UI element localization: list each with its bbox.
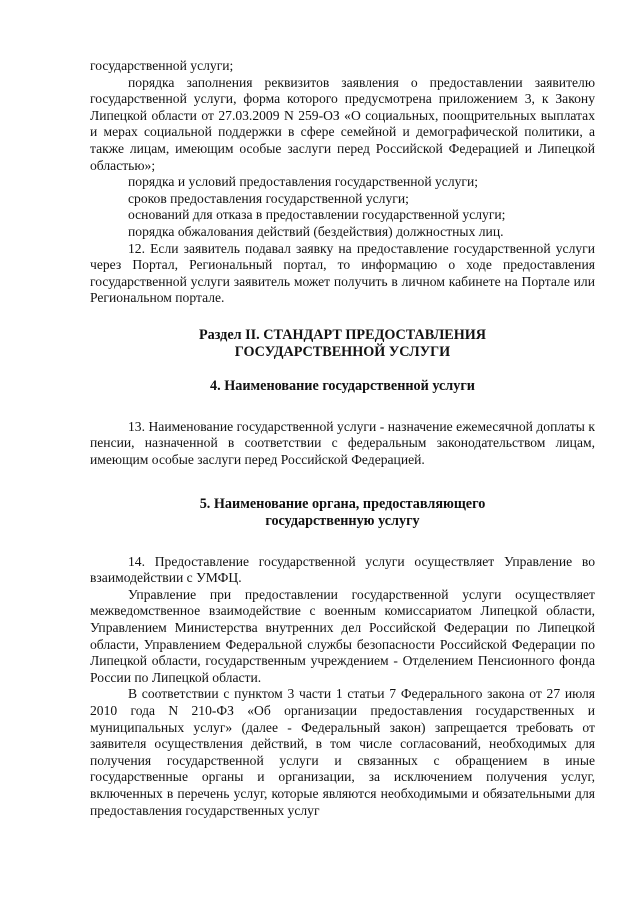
text-paragraph: В соответствии с пунктом 3 части 1 статьи 7 Федерального закона от 27 июля 2010 года N 210-ФЗ «Об организации предоставления государственных и муниципальных услуг» (далее - Федеральный закон) запрещается требовать от заявителя осуществления действий, в том числе согласований, необходимых для получения государственной услуги и связанных с обращением в иные государственные органы и организации, за исключением получения услуг, включенных в перечень услуг, которые являются необходимыми и обязательными для предоставления государственных услуг bbox=[90, 686, 595, 818]
subsection-title-line: государственную услугу bbox=[265, 513, 420, 530]
section-title-line: Раздел II. СТАНДАРТ ПРЕДОСТАВЛЕНИЯ bbox=[198, 326, 487, 343]
text-paragraph: порядка и условий предоставления государственной услуги; bbox=[128, 174, 479, 190]
document-page bbox=[90, 58, 595, 819]
text-paragraph: 14. Предоставление государственной услуги осуществляет Управление во взаимодействии с УМФЦ. bbox=[90, 553, 595, 586]
text-paragraph: порядка обжалования действий (бездействия) должностных лиц. bbox=[128, 223, 504, 239]
subsection-heading bbox=[90, 496, 595, 529]
text-paragraph: 12. Если заявитель подавал заявку на предоставление государственной услуги через Портал, Региональный портал, то информацию о ходе предоставления государственной услуги заявитель может получить в личном кабинете на Портале или Региональном портале. bbox=[90, 240, 595, 306]
text-paragraph: государственной услуги; bbox=[90, 58, 234, 73]
text-paragraph: порядка заполнения реквизитов заявления о предоставлении заявителю государственной услуги, форма которого предусмотрена приложением 3, к Закону Липецкой области от 27.03.2009 N 259-ОЗ «О социальных, поощрительных выплатах и мерах социальной поддержки в сфере семейной и демографической политики, а также лицам, имеющим особые заслуги перед Российской Федерацией и Липецкой областью»; bbox=[90, 74, 595, 173]
text-paragraph: Управление при предоставлении государственной услуги осуществляет межведомственное взаимодействие с военным комиссариатом Липецкой области, Управлением Министерства внутренних дел Российской Федерации по Липецкой области, Управлением Федеральной службы безопасности Российской Федерации по Липецкой области, государственным учреждением - Отделением Пенсионного фонда России по Липецкой области. bbox=[90, 586, 595, 685]
section-title-line: ГОСУДАРСТВЕННОЙ УСЛУГИ bbox=[234, 343, 451, 360]
text-paragraph: 13. Наименование государственной услуги - назначение ежемесячной доплаты к пенсии, назначенной в соответствии с федеральным законодательством лицам, имеющим особые заслуги перед Российской Федерацией. bbox=[90, 418, 595, 467]
section-heading bbox=[90, 327, 595, 360]
subsection-title-line: 5. Наименование органа, предоставляющего bbox=[199, 496, 486, 513]
text-paragraph: оснований для отказа в предоставлении государственной услуги; bbox=[128, 207, 506, 223]
text-paragraph: сроков предоставления государственной услуги; bbox=[128, 190, 409, 206]
subsection-heading: 4. Наименование государственной услуги bbox=[210, 378, 475, 395]
